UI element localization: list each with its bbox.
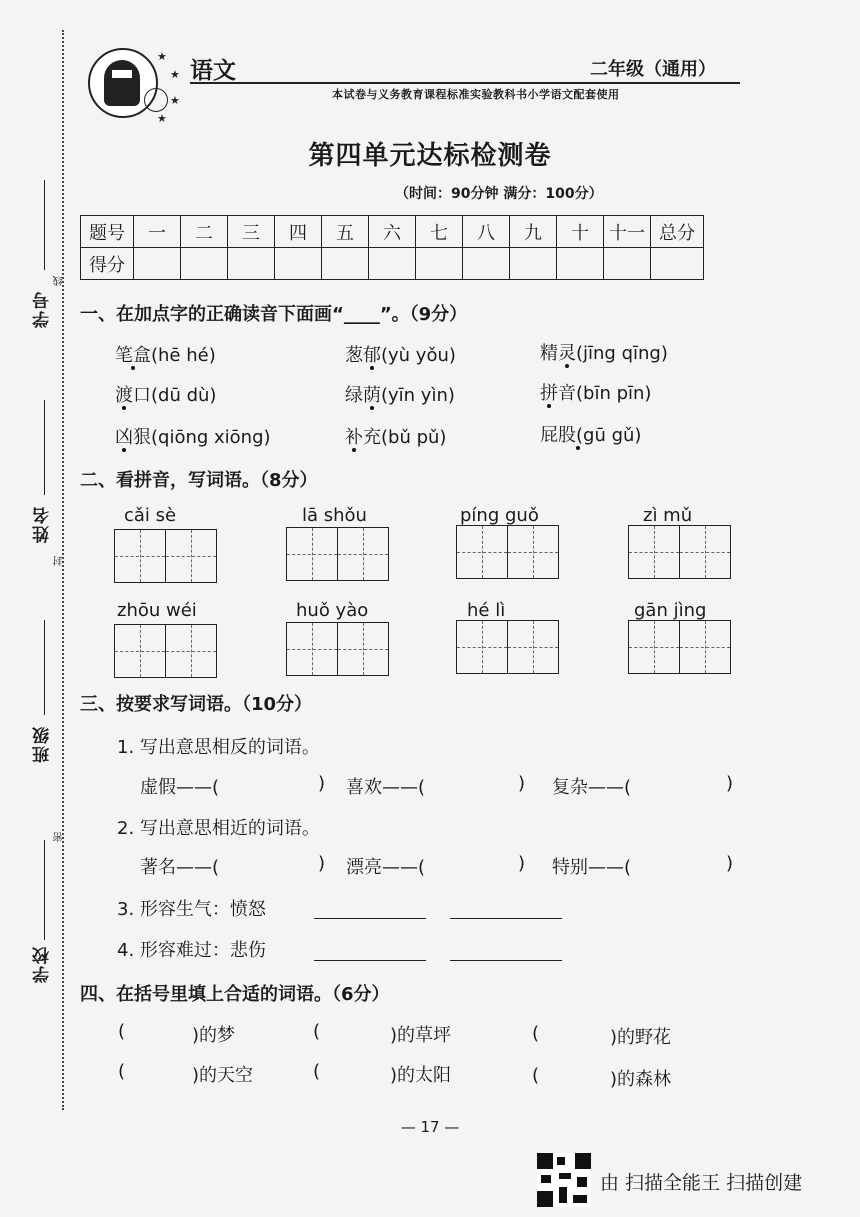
answer-blank[interactable]	[314, 918, 426, 919]
answer-paren-close[interactable]: )	[726, 853, 734, 874]
pronunciation-item[interactable]: 渡口(dū dù)	[115, 385, 217, 406]
paren-open[interactable]: (	[118, 1061, 126, 1082]
antonym-prompt: 复杂——(	[552, 777, 632, 798]
section3-title: 三、按要求写词语。（10分）	[80, 694, 313, 715]
class-blank	[44, 620, 45, 715]
emphasis-dot	[547, 404, 551, 408]
header-divider	[190, 82, 740, 84]
subject-label: 语文	[190, 57, 236, 84]
answer-blank[interactable]	[314, 960, 426, 961]
pinyin-prompt: píng guǒ	[460, 505, 539, 526]
score-cell[interactable]	[275, 248, 322, 280]
binding-line	[62, 30, 64, 1110]
school-blank	[44, 840, 45, 940]
pronunciation-item[interactable]: 精灵(jīng qīng)	[540, 343, 668, 364]
answer-paren-close[interactable]: )	[518, 773, 526, 794]
score-cell[interactable]	[463, 248, 510, 280]
emphasis-dot	[122, 406, 126, 410]
pronunciation-item[interactable]: 补充(bǔ pǔ)	[345, 427, 447, 448]
pronunciation-item[interactable]: 笔盒(hē hé)	[115, 345, 216, 366]
synonym-prompt: 漂亮——(	[346, 857, 426, 878]
name-blank	[44, 400, 45, 495]
emphasis-dot	[370, 366, 374, 370]
score-cell[interactable]	[416, 248, 463, 280]
column-header: 一	[134, 216, 181, 248]
emphasis-dot	[131, 366, 135, 370]
seal-mark-line: 线	[54, 276, 65, 286]
column-header: 四	[275, 216, 322, 248]
pinyin-prompt: zhōu wéi	[117, 600, 197, 621]
scanner-watermark: 由 扫描全能王 扫描创建	[600, 1172, 803, 1194]
page-number: — 17 —	[400, 1118, 460, 1136]
pronunciation-item[interactable]: 凶狠(qiōng xiōng)	[115, 427, 271, 448]
section4-title: 四、在括号里填上合适的词语。（6分）	[80, 984, 390, 1005]
pinyin-prompt: lā shǒu	[302, 505, 367, 526]
writing-grid[interactable]	[456, 525, 559, 579]
emphasis-dot	[352, 448, 356, 452]
answer-paren-close[interactable]: )	[318, 853, 326, 874]
seal-mark-feng: 封	[54, 556, 65, 566]
school-label: 学校	[33, 945, 53, 983]
column-header: 总分	[651, 216, 704, 248]
column-header: 三	[228, 216, 275, 248]
pinyin-prompt: huǒ yào	[296, 600, 369, 621]
paren-open[interactable]: (	[313, 1061, 321, 1082]
answer-blank[interactable]	[450, 918, 562, 919]
writing-grid[interactable]	[456, 620, 559, 674]
score-cell[interactable]	[604, 248, 651, 280]
paren-open[interactable]: (	[532, 1023, 540, 1044]
score-table-header: 题号	[81, 216, 134, 248]
writing-grid[interactable]	[628, 620, 731, 674]
pronunciation-item[interactable]: 绿荫(yīn yìn)	[345, 385, 455, 406]
paren-open[interactable]: (	[313, 1021, 321, 1042]
pinyin-prompt: hé lì	[467, 600, 506, 621]
grade-label: 二年级（通用）	[590, 59, 716, 80]
star-icon: ★	[170, 94, 180, 107]
answer-paren-close[interactable]: )	[318, 773, 326, 794]
column-header: 九	[510, 216, 557, 248]
pronunciation-item[interactable]: 屁股(gū gǔ)	[540, 425, 642, 446]
emphasis-dot	[576, 446, 580, 450]
question-3: 3. 形容生气：愤怒	[117, 899, 266, 920]
class-label: 班级	[33, 725, 53, 763]
fill-phrase: )的野花	[610, 1027, 672, 1048]
star-icon: ★	[157, 112, 167, 125]
column-header: 六	[369, 216, 416, 248]
column-header: 十一	[604, 216, 651, 248]
fill-phrase: )的梦	[192, 1025, 236, 1046]
star-icon: ★	[170, 68, 180, 81]
score-cell[interactable]	[322, 248, 369, 280]
score-cell[interactable]	[369, 248, 416, 280]
question-4: 4. 形容难过：悲伤	[117, 940, 266, 961]
writing-grid[interactable]	[114, 529, 217, 583]
column-header: 二	[181, 216, 228, 248]
ring-icon	[144, 88, 168, 112]
writing-grid[interactable]	[114, 624, 217, 678]
seal-mark-mi: 密	[54, 832, 65, 842]
column-header: 八	[463, 216, 510, 248]
paren-open[interactable]: (	[118, 1021, 126, 1042]
writing-grid[interactable]	[286, 622, 389, 676]
name-label: 姓名	[33, 505, 53, 543]
pinyin-prompt: zì mǔ	[643, 505, 693, 526]
answer-paren-close[interactable]: )	[726, 773, 734, 794]
synonym-prompt: 著名——(	[140, 857, 220, 878]
pinyin-prompt: gān jìng	[634, 600, 707, 621]
score-row-header: 得分	[81, 248, 134, 280]
header-note: 本试卷与义务教育课程标准实验教科书小学语文配套使用	[332, 88, 620, 101]
writing-grid[interactable]	[628, 525, 731, 579]
column-header: 七	[416, 216, 463, 248]
score-cell[interactable]	[134, 248, 181, 280]
score-cell[interactable]	[181, 248, 228, 280]
pinyin-prompt: cǎi sè	[124, 505, 177, 526]
emphasis-dot	[370, 406, 374, 410]
emphasis-dot	[565, 364, 569, 368]
synonym-prompt: 特别——(	[552, 857, 632, 878]
fill-phrase: )的太阳	[390, 1065, 452, 1086]
question-2: 2. 写出意思相近的词语。	[117, 818, 320, 839]
section2-title: 二、看拼音，写词语。（8分）	[80, 470, 318, 491]
score-cell[interactable]	[651, 248, 704, 280]
column-header: 十	[557, 216, 604, 248]
student-no-label: 学号	[33, 290, 53, 328]
score-table	[80, 215, 704, 280]
qr-code-icon	[537, 1153, 591, 1207]
question-1: 1. 写出意思相反的词语。	[117, 737, 320, 758]
page-title: 第四单元达标检测卷	[308, 141, 552, 171]
emphasis-dot	[122, 448, 126, 452]
score-table-header-row	[81, 216, 704, 248]
answer-paren-close[interactable]: )	[518, 853, 526, 874]
pronunciation-item[interactable]: 拼音(bīn pīn)	[540, 383, 652, 404]
antonym-prompt: 虚假——(	[140, 777, 220, 798]
column-header: 五	[322, 216, 369, 248]
fill-phrase: )的森林	[610, 1069, 672, 1090]
paren-open[interactable]: (	[532, 1065, 540, 1086]
score-cell[interactable]	[228, 248, 275, 280]
section1-title: 一、在加点字的正确读音下面画“____”。（9分）	[80, 304, 468, 325]
pronunciation-item[interactable]: 葱郁(yù yǒu)	[345, 345, 456, 366]
star-icon: ★	[157, 50, 167, 63]
student-no-blank	[44, 180, 45, 270]
fill-phrase: )的天空	[192, 1065, 254, 1086]
time-info: （时间：90分钟 满分：100分）	[395, 186, 603, 202]
score-cell[interactable]	[557, 248, 604, 280]
fill-phrase: )的草坪	[390, 1025, 452, 1046]
score-table-score-row	[81, 248, 704, 280]
antonym-prompt: 喜欢——(	[346, 777, 426, 798]
score-cell[interactable]	[510, 248, 557, 280]
answer-blank[interactable]	[450, 960, 562, 961]
writing-grid[interactable]	[286, 527, 389, 581]
